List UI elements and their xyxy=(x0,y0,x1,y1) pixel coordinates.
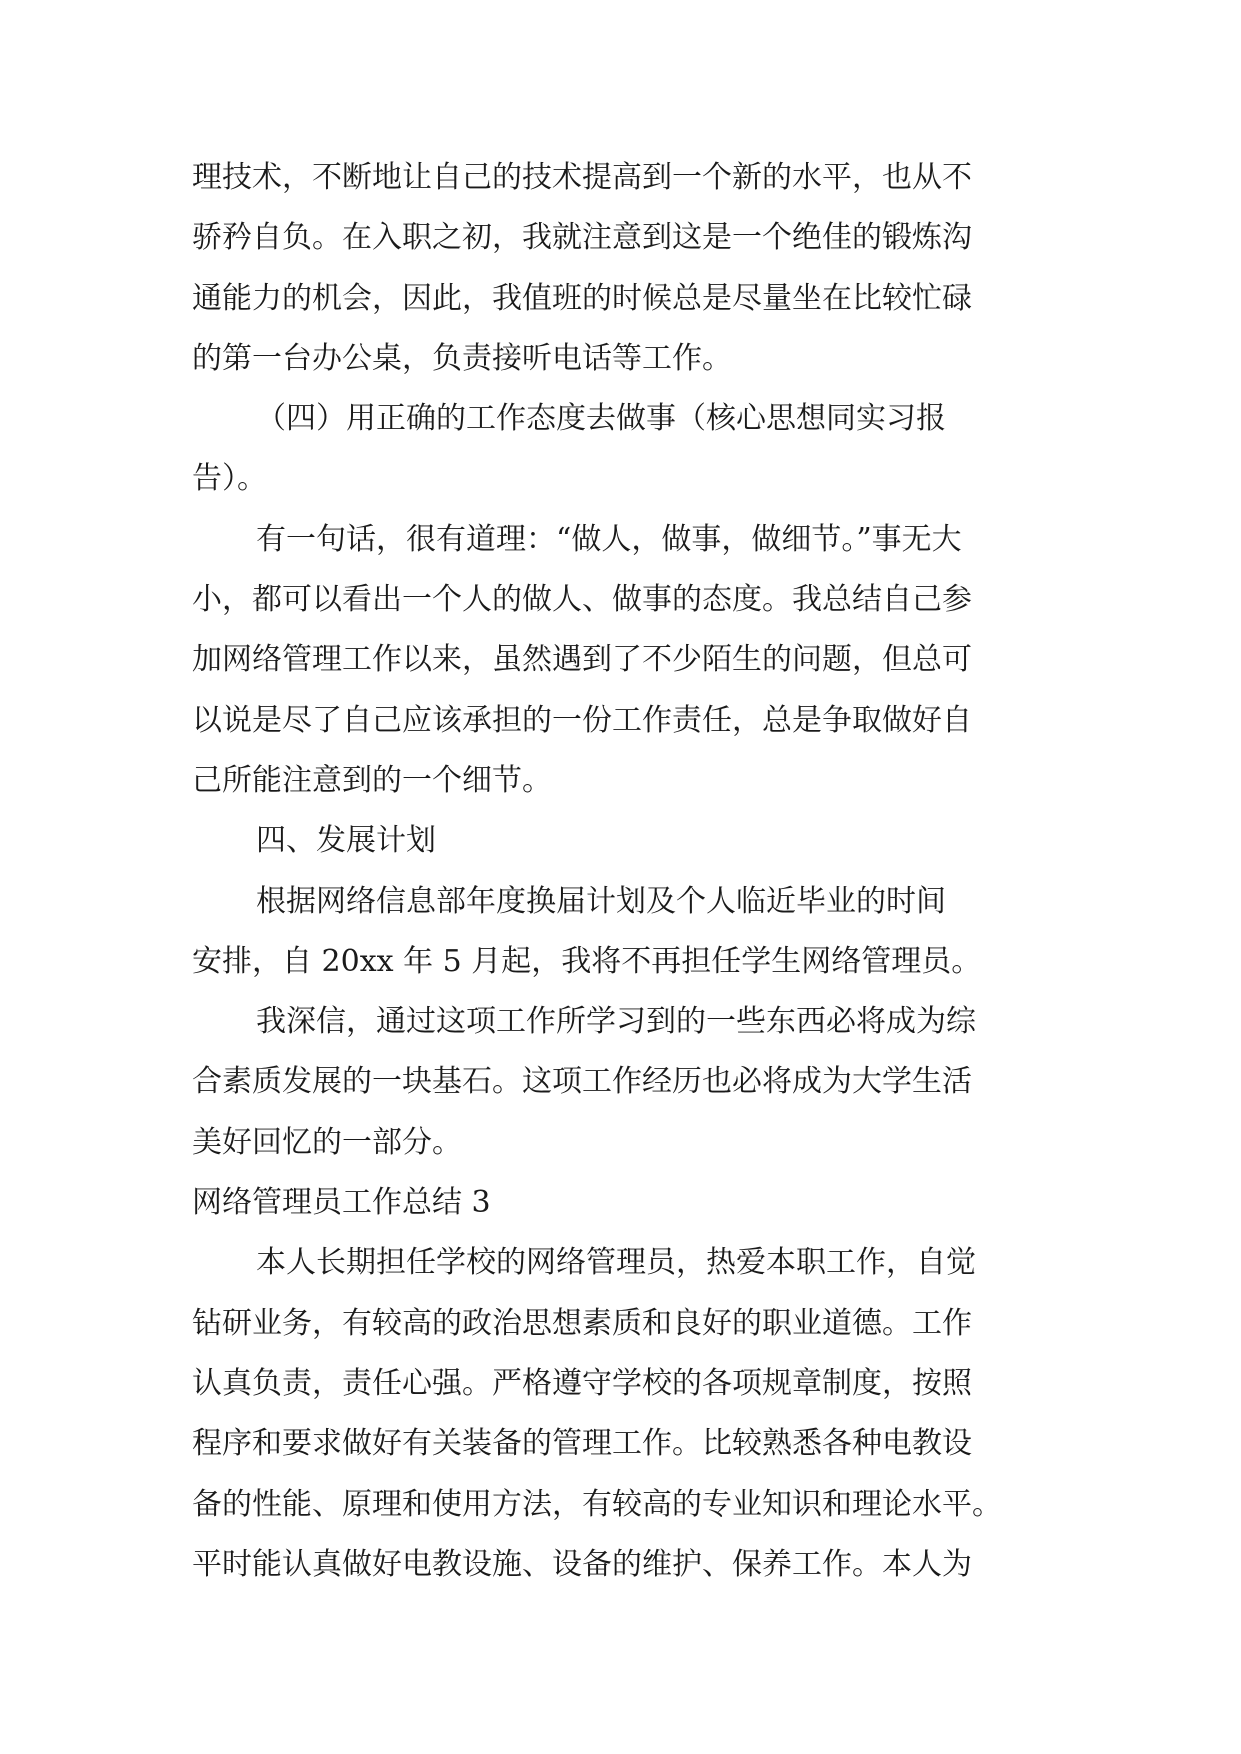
text-line: 根据网络信息部年度换届计划及个人临近毕业的时间 xyxy=(256,883,946,919)
text-line: 备的性能、原理和使用方法，有较高的专业知识和理论水平。 xyxy=(192,1486,1002,1522)
text-line: 网络管理员工作总结 3 xyxy=(192,1185,491,1221)
text-line: 通能力的机会，因此，我值班的时候总是尽量坐在比较忙碌 xyxy=(192,280,972,316)
text-line: 平时能认真做好电教设施、设备的维护、保养工作。本人为 xyxy=(192,1546,972,1582)
text-line: 有一句话，很有道理：“做人，做事，做细节。”事无大 xyxy=(256,521,962,557)
text-line: 钻研业务，有较高的政治思想素质和良好的职业道德。工作 xyxy=(192,1305,972,1341)
text-line: 四、发展计划 xyxy=(256,823,436,859)
text-line: 己所能注意到的一个细节。 xyxy=(192,762,552,798)
text-line: 本人长期担任学校的网络管理员，热爱本职工作，自觉 xyxy=(256,1245,976,1281)
text-line: 认真负责，责任心强。严格遵守学校的各项规章制度，按照 xyxy=(192,1365,972,1401)
text-line: 以说是尽了自己应该承担的一份工作责任，总是争取做好自 xyxy=(192,702,972,738)
text-line: 骄矜自负。在入职之初，我就注意到这是一个绝佳的锻炼沟 xyxy=(192,220,972,256)
document-page xyxy=(192,148,1052,1595)
text-line: 的第一台办公桌，负责接听电话等工作。 xyxy=(192,340,732,376)
text-line: 加网络管理工作以来，虽然遇到了不少陌生的问题，但总可 xyxy=(192,642,972,678)
text-line: 理技术，不断地让自己的技术提高到一个新的水平，也从不 xyxy=(192,160,972,195)
text-line: 我深信，通过这项工作所学习到的一些东西必将成为综 xyxy=(256,1004,976,1040)
text-line: 合素质发展的一块基石。这项工作经历也必将成为大学生活 xyxy=(192,1064,972,1100)
text-line: （四）用正确的工作态度去做事（核心思想同实习报 xyxy=(256,401,946,437)
text-line: 美好回忆的一部分。 xyxy=(192,1124,462,1160)
text-line: 小，都可以看出一个人的做人、做事的态度。我总结自己参 xyxy=(192,582,972,618)
text-line: 告）。 xyxy=(192,461,267,497)
text-line: 安排，自 20xx 年 5 月起，我将不再担任学生网络管理员。 xyxy=(192,943,982,979)
text-line: 程序和要求做好有关装备的管理工作。比较熟悉各种电教设 xyxy=(192,1426,972,1462)
